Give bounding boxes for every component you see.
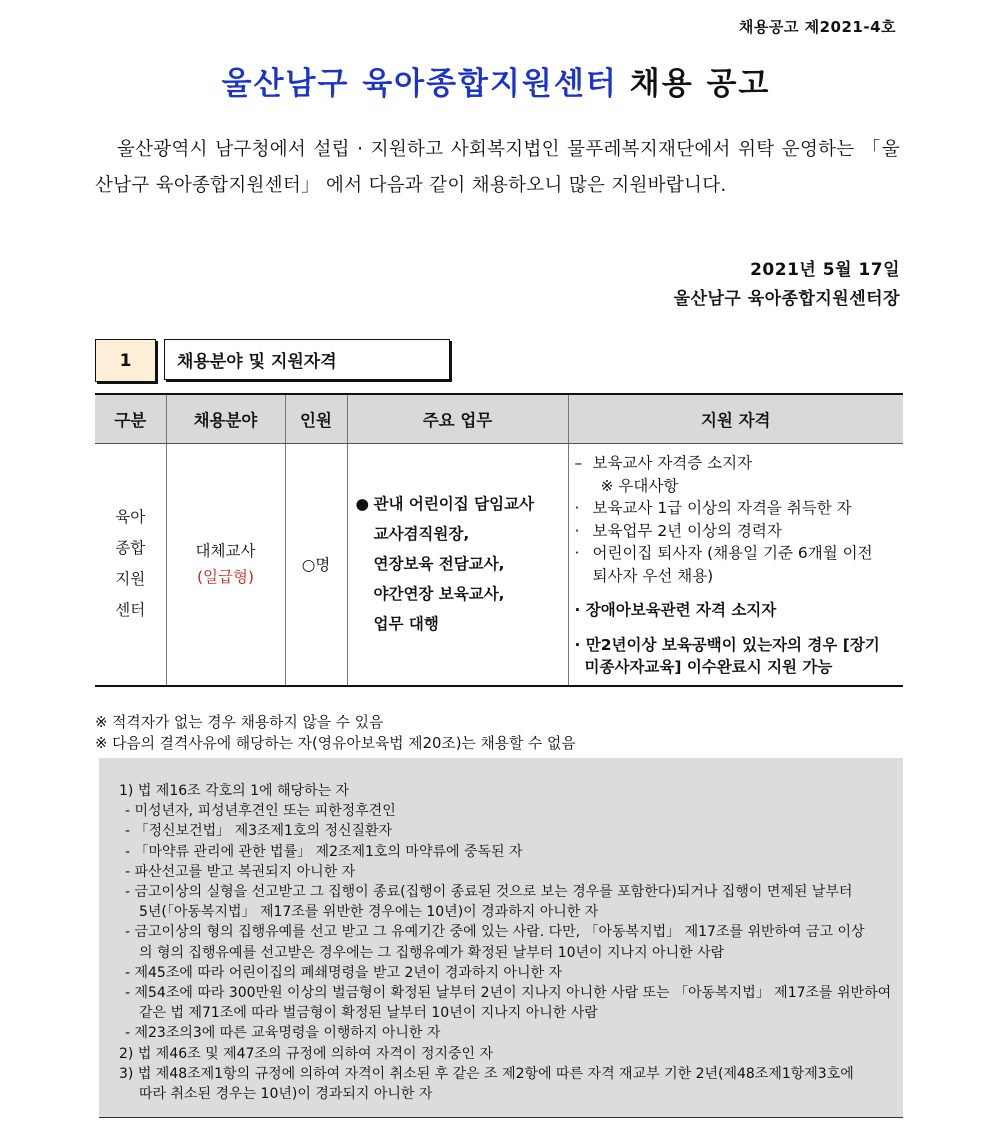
list-item: - 「정신보건법」 제3조제1호의 정신질환자 xyxy=(125,823,393,840)
list-item: - 제54조에 따라 300만원 이상의 벌금형이 확정된 날부터 2년이 지나지 아니한 사람 또는 「아동복지법」 제17조를 위반하여 xyxy=(125,985,892,1002)
disqualification-box xyxy=(99,758,903,1118)
list-item: - 「마약류 관리에 관한 법률」 제2조제1호의 마약류에 중독된 자 xyxy=(125,843,523,860)
field-name: 대체교사 xyxy=(195,542,256,561)
header-qualifications: 지원 자격 xyxy=(568,394,903,444)
issuer-name: 울산남구 육아종합지원센터장 xyxy=(673,289,900,309)
list-item: 같은 법 제71조에 따라 벌금형이 확정된 날부터 10년이 지나지 아니한 사람 xyxy=(139,1005,598,1022)
list-item: 따라 취소된 경우는 10년)이 경과되지 아니한 자 xyxy=(139,1086,433,1103)
announcement-date: 2021년 5월 17일 xyxy=(750,260,900,280)
list-item: 5년(「아동복지법」 제17조를 위반한 경우에는 10년)이 경과하지 아니한 자 xyxy=(139,904,599,921)
list-item: - 파산선고를 받고 복권되지 아니한 자 xyxy=(125,863,356,880)
remark-disqualification: ※ 다음의 결격사유에 해당하는 자(영유아보육법 제20조)는 채용할 수 없음 xyxy=(95,735,576,752)
list-item: 의 형의 집행유예를 선고받은 경우에는 그 집행유예가 확정된 날부터 10년이 지나지 아니한 사람 xyxy=(139,944,725,961)
title-rest: 채용 공고 xyxy=(629,66,771,102)
duties-cell: ● 관내 어린이집 담임교사 교사겸직원장, 연장보육 전담교사, 야간연장 보육교사, 업무 대행 xyxy=(347,444,568,686)
list-item: - 금고이상의 형의 집행유예를 선고 받고 그 유예기간 중에 있는 사람. 다만, 「아동복지법」 제17조를 위반하여 금고 이상 xyxy=(125,924,865,941)
intro-text: 울산광역시 남구청에서 설립 · 지원하고 사회복지법인 물푸레복지재단에서 위탁 운영하는 「울산남구 육아종합지원센터」 에서 다음과 같이 채용하오니 많은 지원바랍니다. xyxy=(95,139,900,196)
headcount-cell: ○명 xyxy=(285,444,347,686)
table-row xyxy=(95,444,903,686)
header-field: 채용분야 xyxy=(166,394,285,444)
list-item: 2) 법 제46조 및 제47조의 규정에 의하여 자격이 정지중인 자 xyxy=(119,1045,494,1062)
section-title: 채용분야 및 지원자격 xyxy=(164,339,450,380)
field-type: (일급형) xyxy=(196,568,254,587)
list-item: 1) 법 제16조 각호의 1에 해당하는 자 xyxy=(119,783,350,799)
notice-number: 채용공고 제2021-4호 xyxy=(738,18,896,36)
section-number: 1 xyxy=(95,339,156,382)
intro-paragraph xyxy=(95,132,900,204)
list-item: 3) 법 제48조제1항의 규정에 의하여 자격이 취소된 후 같은 조 제2항에 따른 자격 재교부 기한 2년(제48조제1항제3호에 xyxy=(119,1065,854,1082)
recruitment-table xyxy=(95,393,903,687)
list-item: - 제45조에 따라 어린이집의 폐쇄명령을 받고 2년이 경과하지 아니한 자 xyxy=(125,964,562,981)
list-item: - 금고이상의 실형을 선고받고 그 집행이 종료(집행이 종료된 것으로 보는 경우를 포함한다)되거나 집행이 면제된 날부터 xyxy=(125,884,853,901)
remark-no-candidate: ※ 적격자가 없는 경우 채용하지 않을 수 있음 xyxy=(95,714,384,731)
field-cell xyxy=(166,444,285,686)
header-division: 구분 xyxy=(95,394,166,444)
division-cell: 육아 종합 지원 센터 xyxy=(95,444,166,686)
table-header-row xyxy=(95,394,903,444)
bullet-icon: ● xyxy=(355,495,370,514)
qualifications-cell: – 보육교사 자격증 소지자 ※ 우대사항 · 보육교사 1급 이상의 자격을 취득한 자 · 보육업무 2년 이상의 경력자 · 어린이집 퇴사자 (채용일 기준 6개월 이전 퇴사자 우선 채용) · 장애아보육관련 자격 소지자 · 만2년이상 보육공백이 있는자의 경우 [장기 미종사자교육] 이수완료시 지원 가능 xyxy=(568,444,903,686)
page-title xyxy=(0,58,992,103)
list-item: - 제23조의3에 따른 교육명령을 이행하지 아니한 자 xyxy=(125,1025,441,1042)
header-duties: 주요 업무 xyxy=(347,394,568,444)
header-headcount: 인원 xyxy=(285,394,347,444)
title-org: 울산남구 육아종합지원센터 xyxy=(221,66,618,102)
list-item: - 미성년자, 피성년후견인 또는 피한정후견인 xyxy=(125,803,396,820)
